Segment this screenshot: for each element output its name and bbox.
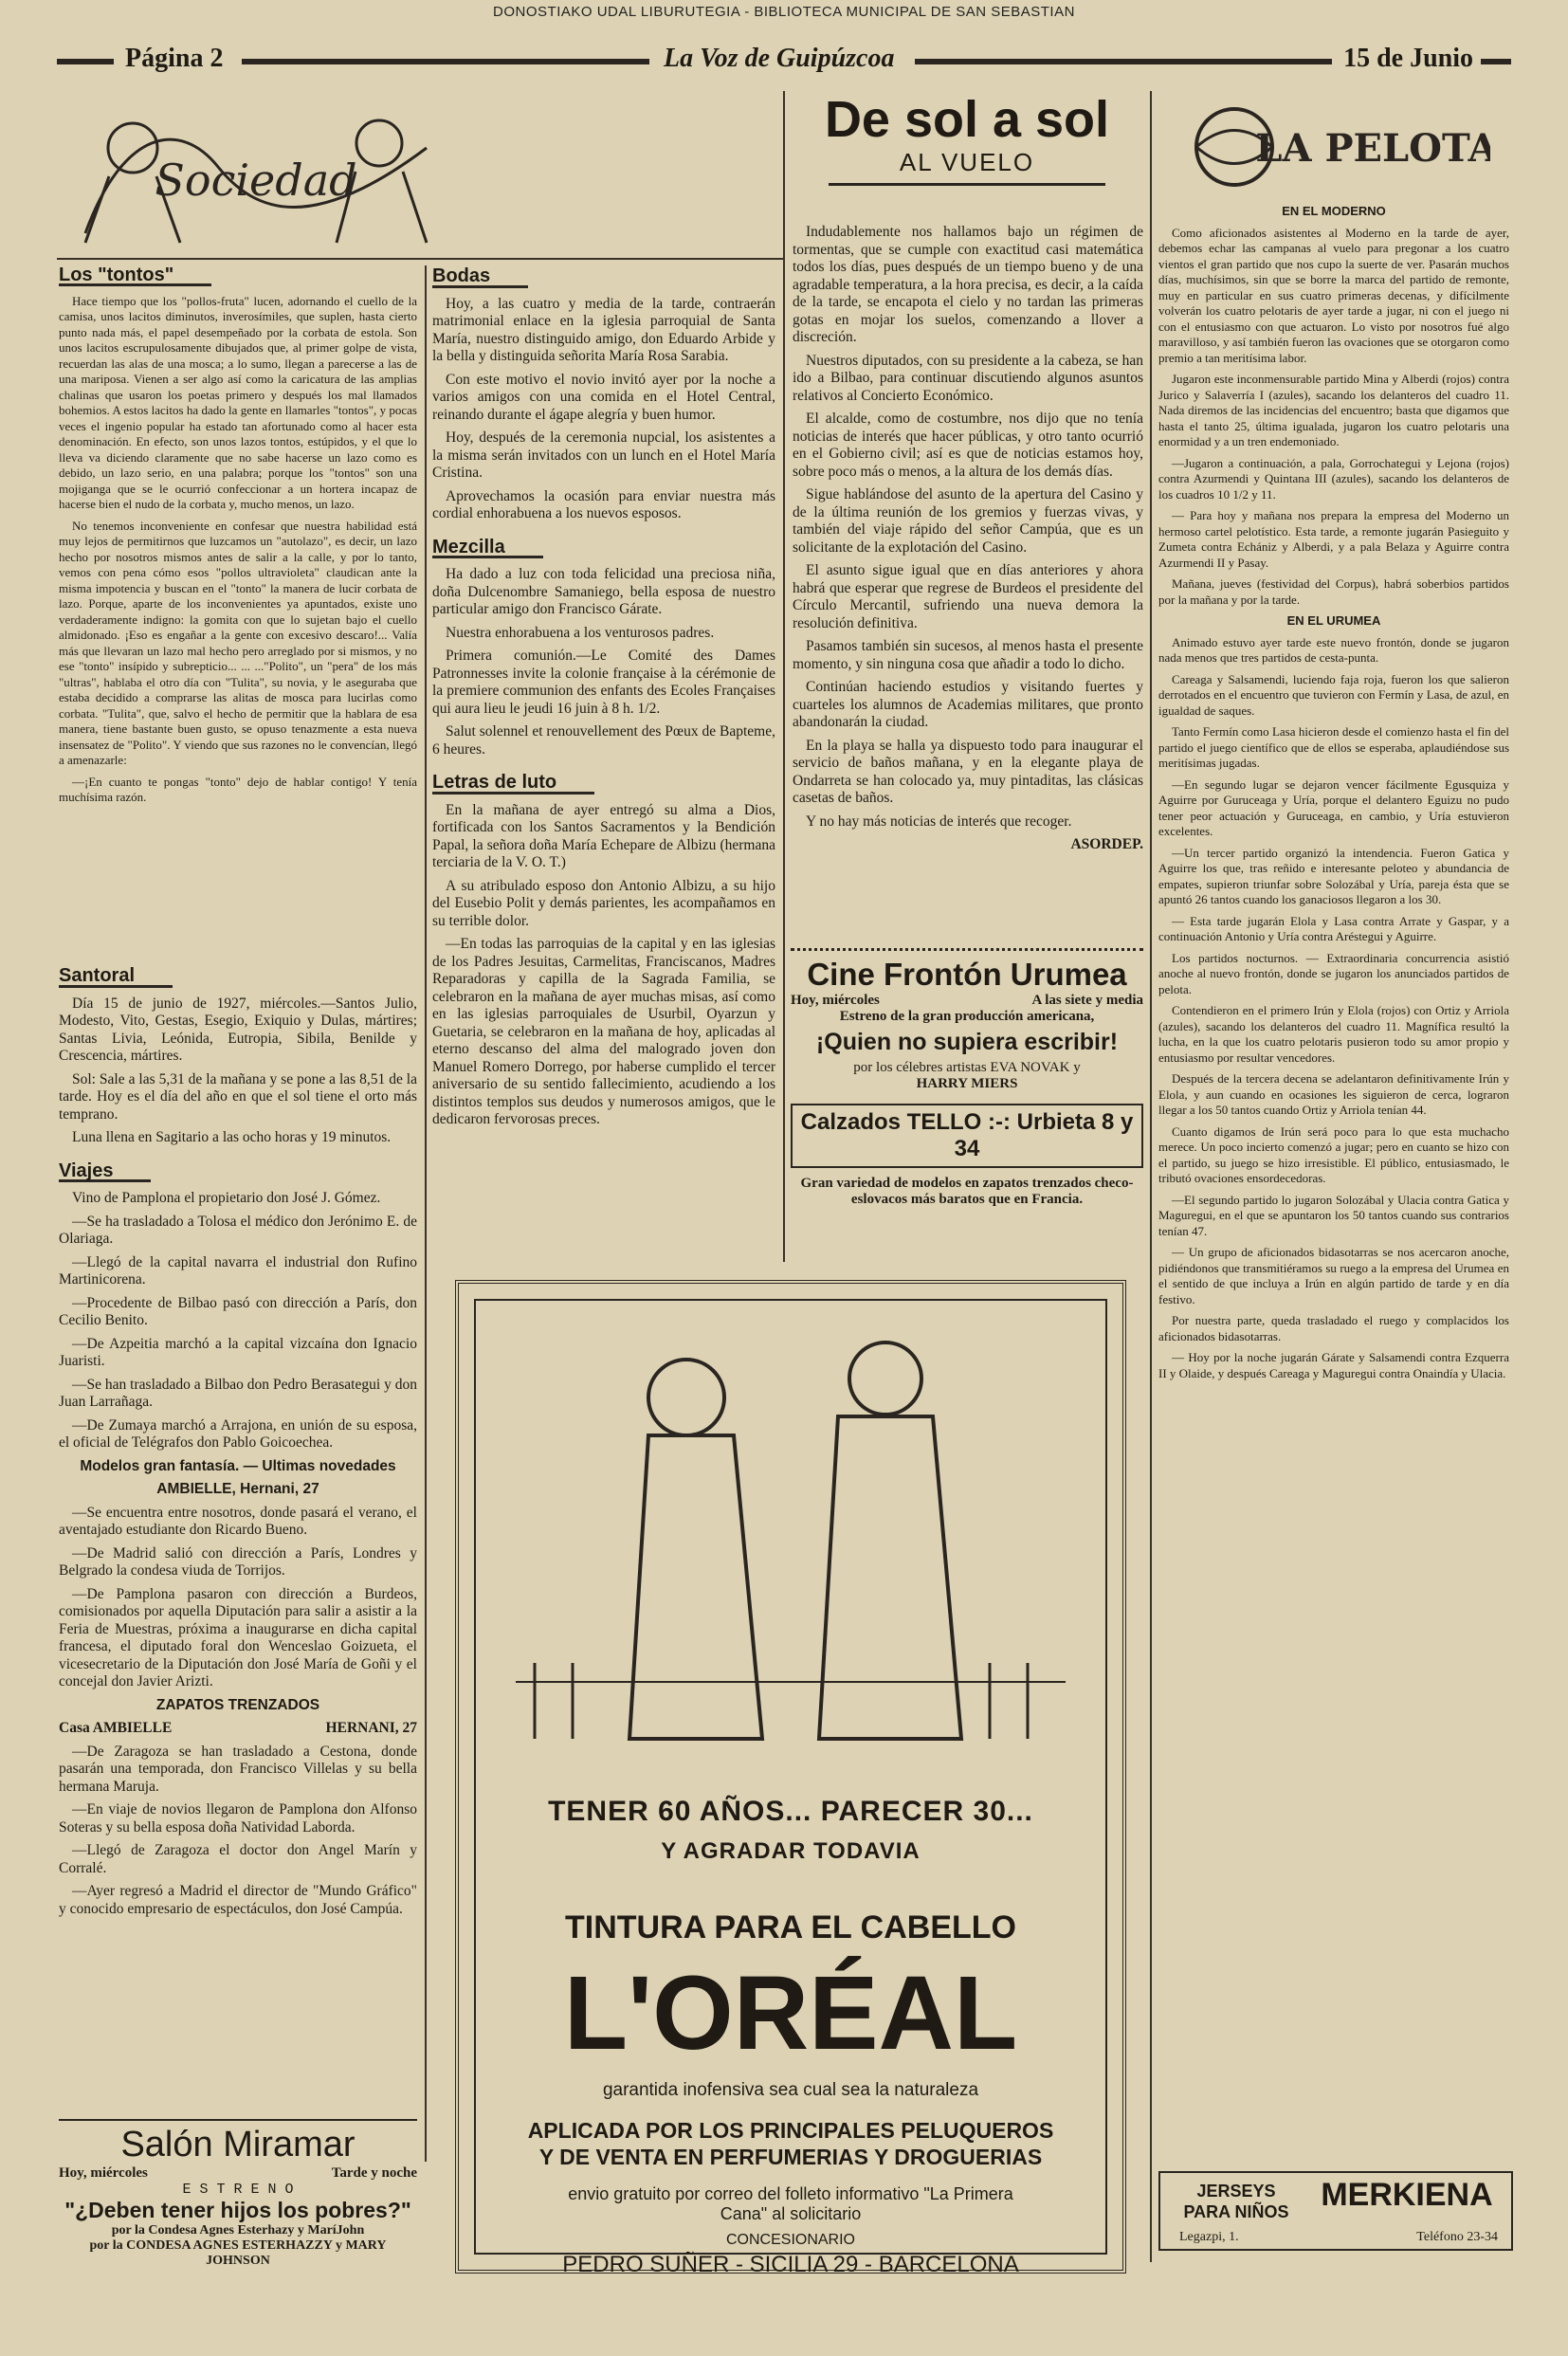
- ambielle-ad-line: Modelos gran fantasía. — Ultimas novedades: [80, 1457, 396, 1474]
- paragraph: —Se han trasladado a Bilbao don Pedro Berasategui y don Juan Larrañaga.: [59, 1376, 417, 1410]
- library-header: DONOSTIAKO UDAL LIBURUTEGIA - BIBLIOTECA MUNICIPAL DE SAN SEBASTIAN: [493, 4, 1075, 20]
- article-signature: ASORDEP.: [1070, 836, 1143, 852]
- column-1-top: [59, 258, 417, 941]
- paragraph: Los partidos nocturnos. — Extraordinaria concurrencia asistió anoche al nuevo frontón, donde se jugaron los anunciados partidos de pelota.: [1158, 950, 1509, 996]
- cine-credits-2: HARRY MIERS: [916, 1076, 1018, 1091]
- loreal-tagline: TENER 60 AÑOS... PARECER 30...: [548, 1796, 1033, 1827]
- tello-text: Gran variedad de modelos en zapatos trenzados checo-eslovacos más baratos que en Francia.: [800, 1176, 1134, 1207]
- paragraph: En la mañana de ayer entregó su alma a Dios, fortificada con los Santos Sacramentos y la Bendición Papal, la señora doña María Echepare de Albizu (hermana terciaria de la V. O. T.): [432, 801, 775, 870]
- loreal-couple-illustration: [516, 1322, 1066, 1758]
- pelota-banner: [1168, 95, 1490, 199]
- miramar-estreno: E S T R E N O: [182, 2182, 294, 2198]
- paragraph: — Esta tarde jugarán Elola y Lasa contra Arrate y Gaspar, y a continuación Antonio y Uría contra Aréstegui y Aguirre.: [1158, 913, 1509, 943]
- title-underline: [829, 183, 1105, 186]
- paragraph: Por nuestra parte, queda trasladado el ruego y complacidos los aficionados bidasotarras.: [1158, 1313, 1509, 1343]
- paragraph: Día 15 de junio de 1927, miércoles.—Santos Julio, Modesto, Vito, Gestas, Esegio, Exiquio y Dulas, mártires; Santas Livia, Leónida, Eutropia, Sibila, Benilde y Crescencia, mártires.: [59, 995, 417, 1064]
- paragraph: —¡En cuanto te pongas "tonto" dejo de hablar contigo! Y tenía muchísima razón.: [59, 774, 417, 804]
- masthead-rule: [1481, 59, 1511, 64]
- paragraph: — Para hoy y mañana nos prepara la empresa del Moderno un hermoso cartel pelotístico. Esta tarde, a remonte jugarán Pasieguito y Zumeta contra Echániz y Alberdi, y a pala Belaza y Aguirre contra Azurmendi II y Pasay.: [1158, 508, 1509, 570]
- merkiena-address: Legazpi, 1.: [1179, 2230, 1239, 2244]
- paragraph: Sol: Sale a las 5,31 de la mañana y se pone a las 8,51 de la tarde. Hoy es el día del año en que el sol tiene el orto más temprano.: [59, 1070, 417, 1123]
- loreal-applied: APLICADA POR LOS PRINCIPALES PELUQUEROS: [527, 2118, 1054, 2143]
- miramar-credits-2: por la CONDESA AGNES ESTERHAZZY y MARY JOHNSON: [89, 2238, 387, 2268]
- zapatos-ad-title: ZAPATOS TRENZADOS: [155, 1696, 320, 1713]
- paragraph: Salut solennel et renouvellement des Pœux de Bapteme, 6 heures.: [432, 723, 775, 758]
- merkiena-product-line: PARA NIÑOS: [1183, 2202, 1289, 2221]
- paragraph: Ha dado a luz con toda felicidad una preciosa niña, doña Dulcenombre Samaniego, bella esposa de nuestro particular amigo don Francisco Gárate.: [432, 566, 775, 617]
- column-rule: [783, 91, 785, 1262]
- newspaper-name: La Voz de Guipúzcoa: [664, 44, 895, 73]
- pelota-banner-text: LA PELOTA: [1255, 126, 1490, 171]
- sociedad-banner-illustration: [66, 91, 446, 252]
- issue-date: 15 de Junio: [1343, 44, 1473, 73]
- paragraph: Contendieron en el primero Irún y Elola (rojos) con Ortiz y Arriola (azules), sacando los delanteros del cuadro 11. Magnífica resultó la lucha, en la que los cuatro pelotaris pusieron todo su amor propio y entusiasmo por resultar vencedores.: [1158, 1003, 1509, 1065]
- section-title-luto: Letras de luto: [432, 774, 594, 794]
- paragraph: —En todas las parroquias de la capital y en las iglesias de los Padres Jesuitas, Carmelitas, Franciscanos, Madres Reparadoras y capilla de la Sagrada Familia, se celebraron en la mañana de ayer muchas misas, así como en las iglesias parroquiales de Usurbil, Oyarzun y Guetaria, se celebraron en la mañana de hoy, aplicadas al eterno descanso del alma del malogrado joven don Manuel Romero Dorrego, por haberse cumplido el tercer aniversario de su sentido fallecimiento, acudiendo a los distintos templos sus deudos y numerosos amigos, que le dedicaron fervorosas preces.: [432, 936, 775, 1127]
- paragraph: No tenemos inconveniente en confesar que nuestra habilidad está muy lejos de permitirnos que luzcamos un "autolazo", es decir, un lazo hecho por nosotros mismos antes de salir a la calle, y por lo tanto, vemos con pena cómo esos "pollos ultravioleta" claudican ante la misma impotencia y buscan en el "tonto" la manera de lucir corbata de lazo. Porque, aparte de los inconvenientes ya apuntados, existe uno verdaderamente indigno: la gomita con que lo sujetan bajo el cuello almidonado. ¡Eso es engañar a la gente con excesivo descaro!... Valía más que llevaran un lazo mal hecho pero arreglado por si mismos, y no ese "tonto" insípido y subrepticio... ... ..."Polito", un "pera" de los más "ultras", hablaba el otro día con "Tulita", su novia, y le aseguraba que estaba decidido a comprarse las alitas de mosca para lucirlas como corbata. "Tulita", que, salvo el hecho de permitir que la hablara de esa manera, tiene bastante buen gusto, se opuso tenazmente a esta nueva insensatez de "Polito". Y viendo que sus razones no le convencían, llegó a amenazarle:: [59, 518, 417, 767]
- paragraph: Mañana, jueves (festividad del Corpus), habrá soberbios partidos por la mañana y por la tarde.: [1158, 576, 1509, 607]
- paragraph: —Ayer regresó a Madrid el director de "Mundo Gráfico" y conocido empresario de espectáculos, don José Campúa.: [59, 1883, 417, 1917]
- paragraph: Con este motivo el novio invitó ayer por la noche a varios amigos con una comida en el Hotel Central, reinando durante el ágape alegría y buen humor.: [432, 371, 775, 423]
- paragraph: —Se encuentra entre nosotros, donde pasará el verano, el aventajado estudiante don Ricardo Bueno.: [59, 1504, 417, 1538]
- loreal-guarantee: garantida inofensiva sea cual sea la naturaleza: [602, 2080, 979, 2100]
- paragraph: —De Madrid salió con dirección a París, Londres y Belgrado la condesa viuda de Torrijos.: [59, 1544, 417, 1579]
- tello-title: Calzados TELLO :-: Urbieta 8 y 34: [791, 1104, 1143, 1168]
- cine-fronton-ad: [791, 948, 1143, 1208]
- cine-day: Hoy, miércoles: [791, 993, 880, 1008]
- paragraph: El asunto sigue igual que en días anteriores y ahora habrá que esperar que regrese de Burdeos el presidente del Círculo Mercantil, sufriendo una nueva demora la resolución definitiva.: [793, 562, 1143, 631]
- loreal-sale: Y DE VENTA EN PERFUMERIAS Y DROGUERIAS: [538, 2145, 1043, 2169]
- miramar-schedule: [59, 2165, 417, 2182]
- paragraph: Luna llena en Sagitario a las ocho horas y 19 minutos.: [72, 1129, 392, 1145]
- section-title-urumea: EN EL URUMEA: [1286, 613, 1381, 628]
- paragraph: Como aficionados asistentes al Moderno en la tarde de ayer, debemos echar las campanas al vuelo para pregonar a los cuatro vientos el gran partido que nos cupo la suerte de ver. Pasarán muchos días, muchísimos, sin que se borre la marca del partido de remonte, muy en particular en sus cuatro primeras decenas, y difícilmente volverán los cuatro pelotaris de ayer tarde a jugar, ni con el juego ni con el entusiasmo con que actuaron. Lo visto por nosotros fué algo maravilloso, y así también fueron las ovaciones que se otorgaron como premio a tan meritísima labor.: [1158, 225, 1509, 365]
- paragraph: —El segundo partido lo jugaron Solozábal y Ulacia contra Gatica y Maguregui, en el que se apuntaron los 50 tantos cuando sus contrarios tenían 47.: [1158, 1192, 1509, 1238]
- merkiena-ad: [1158, 2171, 1513, 2251]
- section-title-moderno: EN EL MODERNO: [1282, 204, 1386, 218]
- paragraph: Hace tiempo que los "pollos-fruta" lucen, adornando el cuello de la camisa, unos lacitos diminutos, inverosímiles, que suplen, hasta cierto punto nada más, el papel desempeñado por la corbata de estola. Son unos lacitos escrupulosamente dibujados que, al primer golpe de vista, recuerdan las alas de una mosca; a lo sumo, llegan a parecerse a las de una mariposa. Vienen a ser algo así como la caricatura de las amplias chalinas que usaron los poetas primero y después los mal llamados bohemios. A estos lacitos ha dado la gente en llamarles "tontos", y pocas veces el ingenio popular ha estado tan afortunado como al hacer esta denominación. En efecto, son unos lazos tontos, estúpidos, y el que lo lleva va diciendo claramente que no sabe hacerse un lazo como es debido, un lazo serio, en una palabra; porque los "tontos" son una mojiganga que se le ocurrió confeccionar a un hortera incapaz de hacerse bien el nudo de la corbata y, mucho menos, un lazo.: [59, 293, 417, 511]
- paragraph: Continúan haciendo estudios y visitando fuertes y cuarteles los alumnos de Academias militares, que pronto abandonarán la ciudad.: [793, 679, 1143, 730]
- section-title-tontos: Los "tontos": [59, 267, 211, 286]
- masthead-rule: [57, 59, 114, 64]
- paragraph: — Hoy por la noche jugarán Gárate y Salsamendi contra Ezquerra II y Olaide, y después Careaga y Maguregui contra Onaindía y Ulacia.: [1158, 1350, 1509, 1380]
- paragraph: —De Zumaya marchó a Arrajona, en unión de su esposa, el oficial de Telégrafos don Pablo Goicoechea.: [59, 1416, 417, 1451]
- cine-schedule: [791, 993, 1143, 1009]
- paragraph: Hoy, a las cuatro y media de la tarde, contraerán matrimonial enlace en la iglesia parroquial de Santa María, nuestro distinguido amigo, don Eduardo Arbide y la bella y distinguida señorita María Rosa Sarabia.: [432, 295, 775, 364]
- de-sol-a-sol-header: [791, 91, 1143, 186]
- column-rule: [1150, 91, 1152, 2262]
- al-vuelo-subtitle: AL VUELO: [899, 148, 1035, 176]
- miramar-time: Tarde y noche: [331, 2165, 417, 2181]
- paragraph: —Un tercer partido organizó la intendencia. Fueron Gatica y Aguirre los que, tras reñido e interesante peloteo y abundancia de empates, supieron triunfar sobre Solozábal y Uría, pareja ésta que se apuntó 26 tantos cuando los ganaciosos llegaron a los 30.: [1158, 845, 1509, 906]
- loreal-ad: [455, 1280, 1126, 2274]
- paragraph: El alcalde, como de costumbre, nos dijo que no tenía noticias de interés que hacer públicas, y otro tanto ocurrió en el Gobierno civil; así es que de noticias estamos hoy, sobre poco más o menos, a la altura de los demás días.: [793, 411, 1143, 480]
- page-number: Página 2: [125, 44, 224, 73]
- paragraph: —En segundo lugar se dejaron vencer fácilmente Egusquiza y Aguirre por Guruceaga y Uría, porque el delantero Eguizu no pudo tener peor actuación y Guruceaga, en cambio, y Uría estuvieron excelentes.: [1158, 776, 1509, 838]
- section-title-santoral: Santoral: [59, 967, 173, 988]
- paragraph: —De Azpeitia marchó a la capital vizcaína don Ignacio Juaristi.: [59, 1335, 417, 1369]
- paragraph: Careaga y Salsamendi, luciendo faja roja, fueron los que salieron derrotados en el encuentro que tuvieron con Fermín y Lasa, de azul, en igualdad de saques.: [1158, 671, 1509, 718]
- paragraph: Aprovechamos la ocasión para enviar nuestra más cordial enhorabuena a los nuevos esposos.: [432, 487, 775, 521]
- paragraph: —Procedente de Bilbao pasó con dirección a París, don Cecilio Benito.: [59, 1294, 417, 1328]
- paragraph: —Llegó de Zaragoza el doctor don Angel Marín y Corralé.: [59, 1842, 417, 1876]
- column-1-bottom: [59, 958, 417, 2114]
- paragraph: —Llegó de la capital navarra el industrial don Rufino Martinicorena.: [59, 1253, 417, 1288]
- merkiena-product-line: JERSEYS: [1196, 2182, 1276, 2201]
- paragraph: Hoy, después de la ceremonia nupcial, los asistentes a la misma serán invitados con un lunch en el Hotel María Cristina.: [432, 429, 775, 481]
- cine-credits: por los célebres artistas EVA NOVAK y: [853, 1060, 1081, 1075]
- loreal-product: TINTURA PARA EL CABELLO: [565, 1909, 1016, 1945]
- paragraph: Animado estuvo ayer tarde este nuevo frontón, donde se jugaron nada menos que tres partidos de cesta-punta.: [1158, 634, 1509, 665]
- loreal-address: PEDRO SUÑER - SICILIA 29 - BARCELONA: [562, 2252, 1019, 2277]
- de-sol-a-sol-title: De sol a sol: [824, 91, 1110, 148]
- paragraph: Indudablemente nos hallamos bajo un régimen de tormentas, que se cumple con exactitud casi matemática todos los días, pues después de un tiempo bueno y de una agradable temperatura, a la hora precisa, es decir, a la caída de la tarde, se encapota el cielo y no tardan las primeras gotas en mojar los suelos, comenzando a llover a discreción.: [793, 224, 1143, 345]
- paragraph: Pasamos también sin sucesos, al menos hasta el presente momento, y sin ninguna cosa que añadir a todo lo dicho.: [793, 638, 1143, 672]
- section-title-viajes: Viajes: [59, 1162, 151, 1183]
- loreal-concessionaire: CONCESIONARIO: [725, 2232, 855, 2248]
- zapatos-ad-address: HERNANI, 27: [325, 1720, 417, 1736]
- paragraph: Después de la tercera decena se adelantaron definitivamente Irún y Elola, y aun cuando en ocasiones les siguieron de cerca, lograron llegar a los 50 tantos cuando Ortiz y Arriola tenían 44.: [1158, 1071, 1509, 1117]
- miramar-film: "¿Deben tener hijos los pobres?": [64, 2198, 411, 2222]
- paragraph: Tanto Fermín como Lasa hicieron desde el comienzo hasta el fin del partido el juego científico que de ellos se esperaba, aplaudiéndose sus meritísimas jugadas.: [1158, 724, 1509, 770]
- paragraph: Nuestros diputados, con su presidente a la cabeza, se han ido a Bilbao, para continuar discutiendo algunos asuntos relativos al Concierto Económico.: [793, 352, 1143, 404]
- paragraph: —De Pamplona pasaron con dirección a Burdeos, comisionados por aquella Diputación para salir a asistir a la Feria de Muestras, próxima a inaugurarse en dicha capital francesa, el diputado foral don Wenceslao Goizueta, el vicesecretario de la Diputación don José María de Goñi y el concejal don Javier Arizti.: [59, 1585, 417, 1689]
- cine-time: A las siete y media: [1031, 993, 1143, 1008]
- sociedad-banner-text: Sociedad: [155, 155, 357, 206]
- merkiena-phone: Teléfono 23-34: [1416, 2230, 1498, 2244]
- masthead-rule: [915, 59, 1332, 64]
- column-4: [1158, 204, 1509, 2034]
- paragraph: Primera comunión.—Le Comité des Dames Patronnesses invite la colonie française à la cérémonie de la premiere communion des enfants des Ecoles Françaises qui aura lieu le jeudi 16 juin à 8 h. 1/2.: [432, 648, 775, 717]
- cine-premiere: Estreno de la gran producción americana,: [839, 1009, 1095, 1024]
- paragraph: —Se ha trasladado a Tolosa el médico don Jerónimo E. de Olariaga.: [59, 1213, 417, 1247]
- paragraph: Nuestra enhorabuena a los venturosos padres.: [446, 624, 715, 641]
- miramar-credits: por la Condesa Agnes Esterhazy y MaríJohn: [111, 2223, 365, 2237]
- paragraph: A su atribulado esposo don Antonio Albizu, a su hijo del Eusebio Polit y demás parientes, les acompañamos en su terrible dolor.: [432, 877, 775, 929]
- merkiena-product: [1170, 2181, 1303, 2222]
- column-3: [793, 224, 1143, 944]
- loreal-brochure: envio gratuito por correo del folleto informativo "La Primera Cana" al solicitario: [568, 2184, 1013, 2223]
- section-title-mezcilla: Mezcilla: [432, 539, 543, 559]
- zapatos-ad-shop: Casa AMBIELLE: [59, 1720, 173, 1736]
- column-rule: [425, 265, 427, 2162]
- paragraph: —En viaje de novios llegaron de Pamplona don Alfonso Soteras y su bella esposa doña Natividad Laborda.: [59, 1801, 417, 1835]
- paragraph: Sigue hablándose del asunto de la apertura del Casino y de la última reunión de los gremios y fuerzas vivas, y también del viaje rápido del señor Campúa, que es un solicitante de la explotación del Casino.: [793, 486, 1143, 556]
- paragraph: Jugaron este inconmensurable partido Mina y Alberdi (rojos) contra Jurico y Salaverría I (azules), sacando los delanteros del cuadro 11. Nada diremos de las incidencias del encuentro; basta que digamos que hasta el tanto 25, última igualada, jugaron los cuatro pelotaris una enormidad y a un tren endemoniado.: [1158, 372, 1509, 448]
- paragraph: — Un grupo de aficionados bidasotarras se nos acercaron anoche, pidiéndonos que transmitiéramos su ruego a la empresa del Urumea en el sentido de que incluya a Irún en algún partido de tarde y en día festivo.: [1158, 1245, 1509, 1306]
- miramar-ad: [59, 2119, 417, 2269]
- merkiena-brand: MERKIENA: [1321, 2177, 1493, 2213]
- pelota-banner-illustration: [1168, 95, 1490, 199]
- miramar-day: Hoy, miércoles: [59, 2165, 148, 2181]
- column-2: [432, 258, 775, 1263]
- masthead: [57, 44, 1511, 78]
- ambielle-ad-address: AMBIELLE, Hernani, 27: [156, 1481, 319, 1497]
- cine-film: ¡Quien no supiera escribir!: [815, 1029, 1119, 1055]
- paragraph: —Jugaron a continuación, a pala, Gorrochategui y Lejona (rojos) contra Azurmendi y Quintana III (azules), sacando los delanteros de los cuadros 10 1/2 y 11.: [1158, 455, 1509, 502]
- paragraph: En la playa se halla ya dispuesto todo para inaugurar el servicio de baños mañana, y en la elegante playa de Ondarreta se han colocado ya, muy pintaditas, las clásicas casetas de baños.: [793, 737, 1143, 806]
- miramar-title: Salón Miramar: [59, 2119, 417, 2165]
- paragraph: Y no hay más noticias de interés que recoger.: [806, 813, 1072, 830]
- cine-title: Cine Frontón Urumea: [807, 957, 1127, 992]
- section-title-bodas: Bodas: [432, 267, 528, 288]
- paragraph: —De Zaragoza se han trasladado a Cestona, donde pasarán una temporada, don Francisco Villelas y su bella hermana Maruja.: [59, 1743, 417, 1795]
- masthead-rule: [242, 59, 649, 64]
- paragraph: Vino de Pamplona el propietario don José J. Gómez.: [72, 1190, 381, 1206]
- loreal-tagline-2: Y AGRADAR TODAVIA: [661, 1838, 921, 1864]
- zapatos-ad-row: [59, 1720, 417, 1738]
- loreal-brand: L'ORÉAL: [563, 1955, 1018, 2072]
- paragraph: Cuanto digamos de Irún será poco para lo que esta muchacho merece. Un poco incierto comenzó a jugar; pero en cuanto se hizo con el partido, su juego se hizo irresistible. El público, entusiasmado, le tributó ovaciones ensordecedoras.: [1158, 1123, 1509, 1185]
